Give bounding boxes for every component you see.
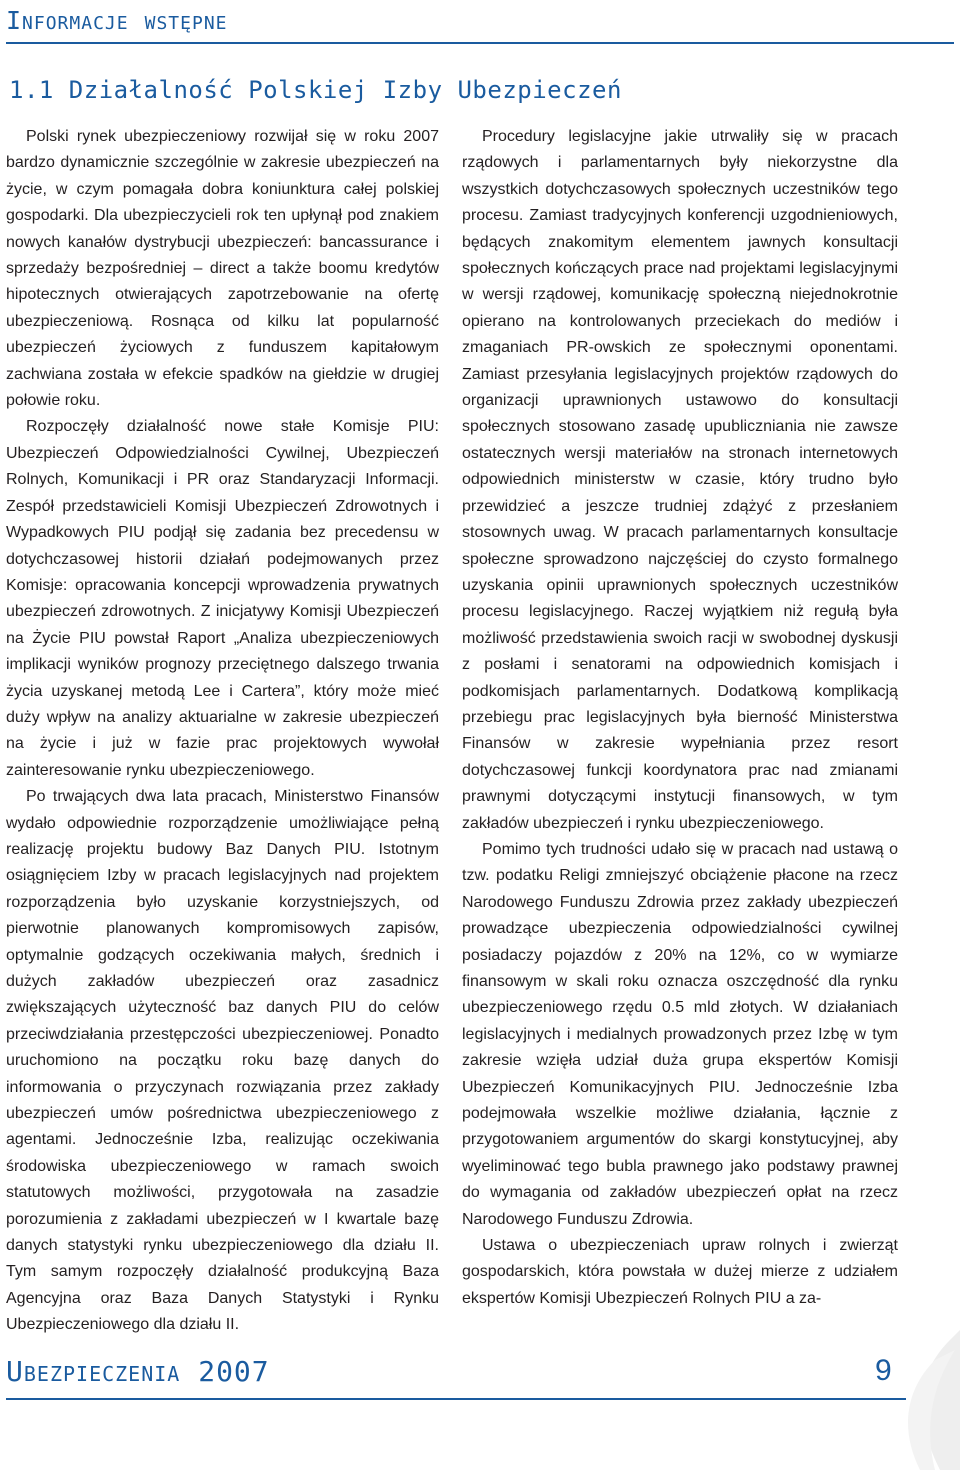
right-column <box>462 124 898 1312</box>
left-column <box>6 124 439 1339</box>
section-heading: 1.1 Działalność Polskiej Izby Ubezpieczeń <box>9 76 622 104</box>
leaf-decoration-icon <box>880 1330 960 1474</box>
right-paragraph-3: Ustawa o ubezpieczeniach upraw rolnych i zwierząt gospodarskich, która powstała w dużej mierze z udziałem ekspertów Komisji Ubezpieczeń Rolnych PIU a za- <box>462 1237 898 1307</box>
left-paragraph-3: Po trwających dwa lata pracach, Ministerstwo Finansów wydało odpowiednie rozporządzenie umożliwiające pełną realizację projektu budowy Baz Danych PIU. Istotnym osiągnięciem Izby w pracach legislacyjnych nad projektem rozporządzenia było uzyskanie korzystniejszych, od pierwotnie planowanych kompromisowych zapisów, optymalnie godzących oczekiwania małych, średnich i dużych zakładów ubezpieczeń oraz zasadnicz zwiększających użyteczność baz danych PIU do celów przeciwdziałania przestępczości ubezpieczeniowej. Ponadto uruchomiono na początku roku bazę danych do informowania o przyczynach rozwiązania przez zakłady ubezpieczeń umów pośrednictwa ubezpieczeniowego z agentami. Jednocześnie Izba, realizując oczekiwania środowiska ubezpieczeniowego w ramach swoich statutowych możliwości, przygotowała na zasadzie porozumienia z zakładami ubezpieczeń w I kwartale bazę danych statystyki rynku ubezpieczeniowego dla działu II. Tym samym rozpoczęły działalność produkcyjną Baza Agencyjna oraz Baza Danych Statystyki i Rynku Ubezpieczeniowego dla działu II. <box>6 788 439 1334</box>
footer-title: Ubezpieczenia 2007 <box>6 1355 270 1388</box>
page-number: 9 <box>875 1354 892 1387</box>
footer-rule <box>6 1398 906 1400</box>
left-paragraph-1: Polski rynek ubezpieczeniowy rozwijał się w roku 2007 bardzo dynamicznie szczególnie w zakresie ubezpieczeń na życie, w czym pomagała dobra koniunktura całej polskiej gospodarki. Dla ubezpieczycieli rok ten upłynął pod znakiem nowych kanałów dystrybucji ubezpieczeń: bancassurance i sprzedaży bezpośredniej – direct a także boomu kredytów hipotecznych otwierających zapotrzebowanie na ofertę ubezpieczeniową. Rosnąca od kilku lat popularność ubezpieczeń życiowych z funduszem kapitałowym zachwiana została w efekcie spadków na giełdzie w drugiej połowie roku. <box>6 128 439 410</box>
left-paragraph-2: Rozpoczęły działalność nowe stałe Komisje PIU: Ubezpieczeń Odpowiedzialności Cywilnej, Ubezpieczeń Rolnych, Komunikacji i PR oraz Standaryzacji Informacji. Zespół przedstawicieli Komisji Ubezpieczeń Zdrowotnych i Wypadkowych PIU podjął się zadania bez precedensu w dotychczasowej historii działań podejmowanych przez Komisje: opracowania koncepcji wprowadzenia prywatnych ubezpieczeń zdrowotnych. Z inicjatywy Komisji Ubezpieczeń na Życie PIU powstał Raport „Analiza ubezpieczeniowych implikacji wyników prognozy przeciętnego dalszego trwania życia uzyskanej metodą Lee i Cartera”, który może mieć duży wpływ na analizy aktuarialne w zakresie ubezpieczeń na życie i już w fazie prac projektowych wywołał zainteresowanie rynku ubezpieczeniowego. <box>6 418 439 779</box>
right-paragraph-1: Procedury legislacyjne jakie utrwaliły się w pracach rządowych i parlamentarnych były niekorzystne dla wszystkich dotychczasowych społecznych uczestników tego procesu. Zamiast tradycyjnych konferencji uzgodnieniowych, będących znakomitym elementem jawnych konsultacji społecznych kończących prace nad projektami legislacyjnymi w wersji rządowej, komunikację społeczną niejednokrotnie opierano na kontrolowanych przeciekach do mediów i zmaganiach PR-owskich ze społecznymi oponentami. Zamiast przesyłania legislacyjnych projektów rządowych do organizacji uprawnionych ustawowo do konsultacji społecznych stosowano zasadę upubliczniania nie zawsze ostatecznych wersji materiałów na stronach internetowych odpowiednich ministerstw w czasie, który trudno było przewidzieć a jeszcze trudniej zdążyć z przesłaniem stosownych uwag. W pracach parlamentarnych konsultacje społeczne sprowadzono najczęściej do czysto formalnego uzyskania opinii uprawnionych społecznych uczestników procesu legislacyjnego. Raczej wyjątkiem niż regułą była możliwość przedstawienia swoich racji w swobodnej dyskusji z posłami i senatorami na odpowiednich komisjach i podkomisjach parlamentarnych. Dodatkową komplikacją przebiegu prac legislacyjnych była bierność Ministerstwa Finansów w zakresie wypełniania przez resort dotychczasowej funkcji koordynatora prac nad zmianami prawnymi dotyczącymi instytucji finansowych, w tym zakładów ubezpieczeń i rynku ubezpieczeniowego. <box>462 128 898 832</box>
header-title: Informacje wstępne <box>6 6 228 35</box>
right-paragraph-2: Pomimo tych trudności udało się w pracach nad ustawą o tzw. podatku Religi zmniejszyć obciążenie płacone na rzecz Narodowego Funduszu Zdrowia przez zakłady ubezpieczeń prowadzące ubezpieczenia odpowiedzialności cywilnej posiadaczy pojazdów z 20% na 12%, co w wymiarze finansowym w skali roku oznacza oszczędność dla rynku ubezpieczeniowego rzędu 0.5 mld złotych. W działaniach legislacyjnych i medialnych prowadzonych przez Izbę w tym zakresie wzięła udział duża grupa ekspertów Komisji Ubezpieczeń Komunikacyjnych PIU. Jednocześnie Izba podejmowała wszelkie możliwe działania, łącznie z przygotowaniem argumentów do skargi konstytucyjnej, aby wyeliminować tego bubla prawnego jako podstawy prawnej do wymagania od zakładów ubezpieczeń opłat na rzecz Narodowego Funduszu Zdrowia. <box>462 840 898 1228</box>
header-rule <box>6 42 954 44</box>
